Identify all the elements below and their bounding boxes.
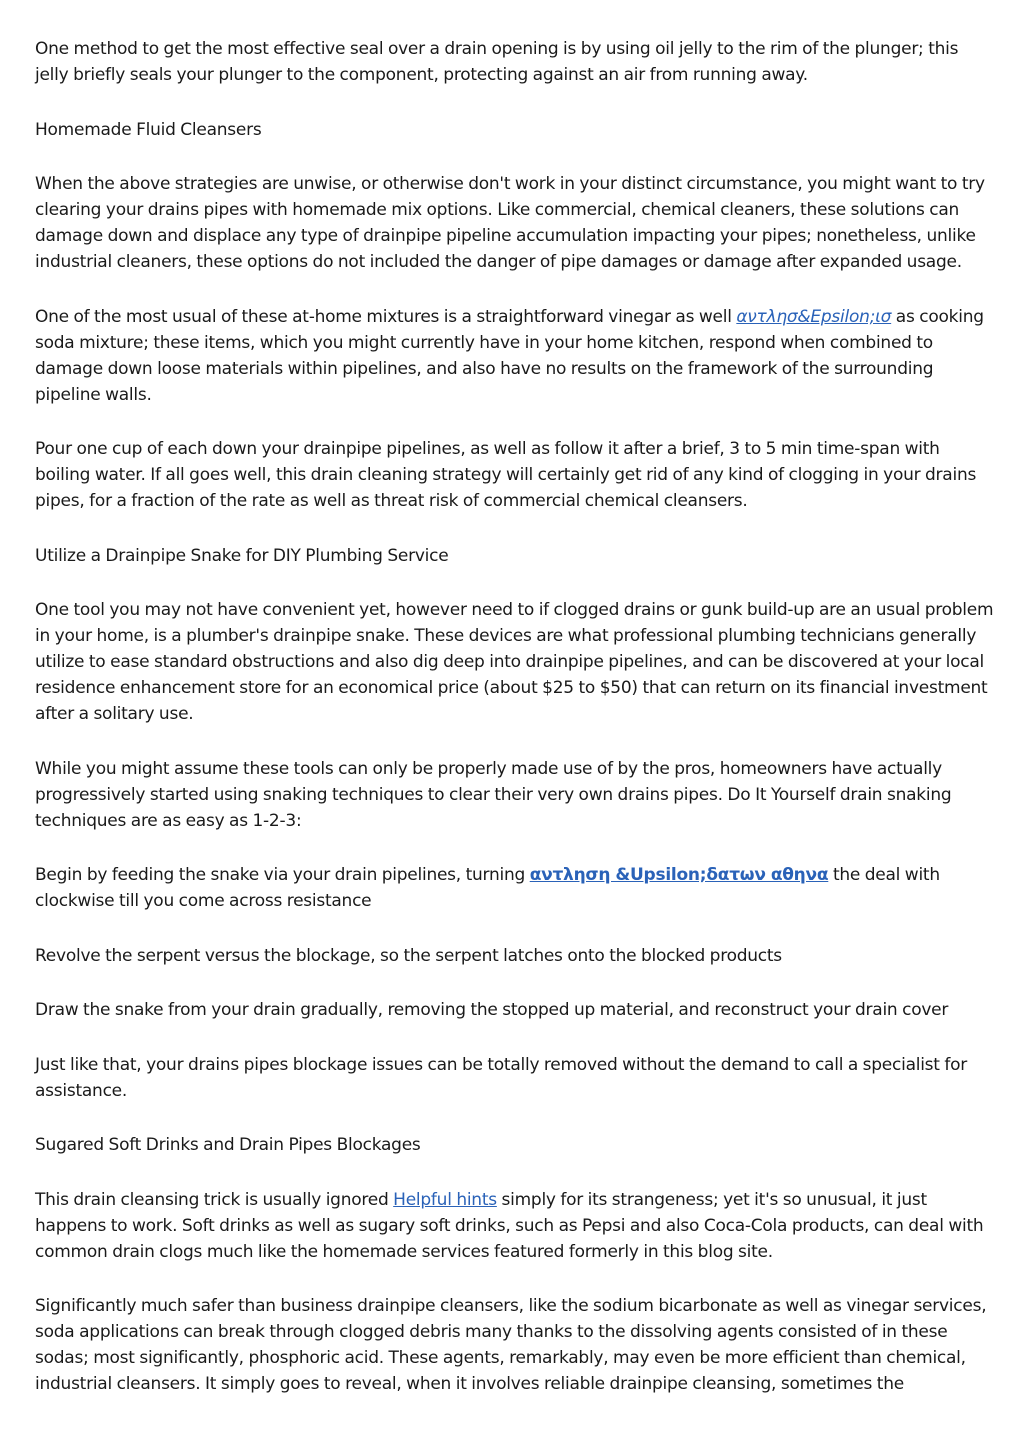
paragraph-text: simply for its strangeness; yet it's so unusual, it just happens to work. Soft drinks as well as sugary soft drinks, such as Pepsi and also Coca-Cola products, can deal with common drain clogs much like the homemade services featured formerly in this blog site. (35, 1189, 984, 1262)
paragraph-safer-than-business: Significantly much safer than business drainpipe cleansers, like the sodium bicarbonate as well as vinegar services, soda applications can break through clogged debris many thanks to the dissolving agents consisted of in these sodas; most significantly, phosphoric acid. These agents, remarkably, may even be more efficient than chemical, industrial cleansers. It simply goes to reveal, when it involves reliable drainpipe cleansing, sometimes the (35, 1296, 987, 1394)
paragraph-text: This drain cleansing trick is usually ignored (35, 1189, 394, 1210)
paragraph-step-feed-snake (35, 862, 995, 914)
document-body (35, 36, 995, 1426)
paragraph-soft-drinks-trick (35, 1187, 995, 1265)
paragraph-homemade-options: When the above strategies are unwise, or otherwise don't work in your distinct circumstance, you might want to try clearing your drains pipes with homemade mix options. Like commercial, chemical cleaners, these solutions can damage down and displace any type of drainpipe pipeline accumulation impacting your pipes; nonetheless, unlike industrial cleaners, these options do not included the danger of pipe damages or damage after expanded usage. (35, 174, 985, 272)
inline-link-antlisi-ydaton[interactable]: αντληση &Upsilon;δατων αθηνα (529, 865, 829, 885)
paragraph-text: the deal with clockwise till you come across resistance (35, 865, 940, 911)
inline-link-antlisis[interactable]: αντλησ&Epsilon;ισ (736, 306, 892, 327)
heading-sugared-soft-drinks: Sugared Soft Drinks and Drain Pipes Blockages (35, 1135, 421, 1155)
paragraph-vinegar-mixture (35, 304, 995, 408)
inline-link-helpful-hints[interactable]: Helpful hints (393, 1189, 497, 1210)
paragraph-petroleum-jelly: One method to get the most effective seal over a drain opening is by using oil jelly to the rim of the plunger; this jelly briefly seals your plunger to the component, protecting against an air from running away. (35, 39, 959, 85)
paragraph-step-revolve: Revolve the serpent versus the blockage, so the serpent latches onto the blocked products (35, 945, 782, 966)
paragraph-step-draw: Draw the snake from your drain gradually, removing the stopped up material, and reconstruct your drain cover (35, 1000, 949, 1020)
paragraph-text: as cooking soda mixture; these items, which you might currently have in your home kitchen, respond when combined to damage down loose materials within pipelines, and also have no results on the framework of the surrounding pipeline walls. (35, 306, 984, 405)
paragraph-plumber-snake: One tool you may not have convenient yet, however need to if clogged drains or gunk build-up are an usual problem in your home, is a plumber's drainpipe snake. These devices are what professional plumbing technicians generally utilize to ease standard obstructions and also dig deep into drainpipe pipelines, and can be discovered at your local residence enhancement store for an economical price (about $25 to $50) that can return on its financial investment after a solitary use. (35, 600, 994, 724)
heading-homemade-cleansers: Homemade Fluid Cleansers (35, 119, 262, 140)
paragraph-text: Begin by feeding the snake via your drain pipelines, turning (35, 865, 530, 885)
paragraph-pour-cup: Pour one cup of each down your drainpipe pipelines, as well as follow it after a brief, 3 to 5 min time-span with boiling water. If all goes well, this drain cleaning strategy will certainly get rid of any kind of clogging in your drains pipes, for a fraction of the rate as well as threat risk of commercial chemical cleansers. (35, 439, 977, 511)
heading-drainpipe-snake: Utilize a Drainpipe Snake for DIY Plumbing Service (35, 545, 449, 566)
paragraph-just-like-that: Just like that, your drains pipes blockage issues can be totally removed without the demand to call a specialist for assistance. (35, 1054, 967, 1101)
paragraph-text: One of the most usual of these at-home mixtures is a straightforward vinegar as well (35, 306, 737, 327)
paragraph-snaking-techniques: While you might assume these tools can only be properly made use of by the pros, homeowners have actually progressively started using snaking techniques to clear their very own drains pipes. Do It Yourself drain snaking techniques are as easy as 1-2-3: (35, 758, 952, 831)
